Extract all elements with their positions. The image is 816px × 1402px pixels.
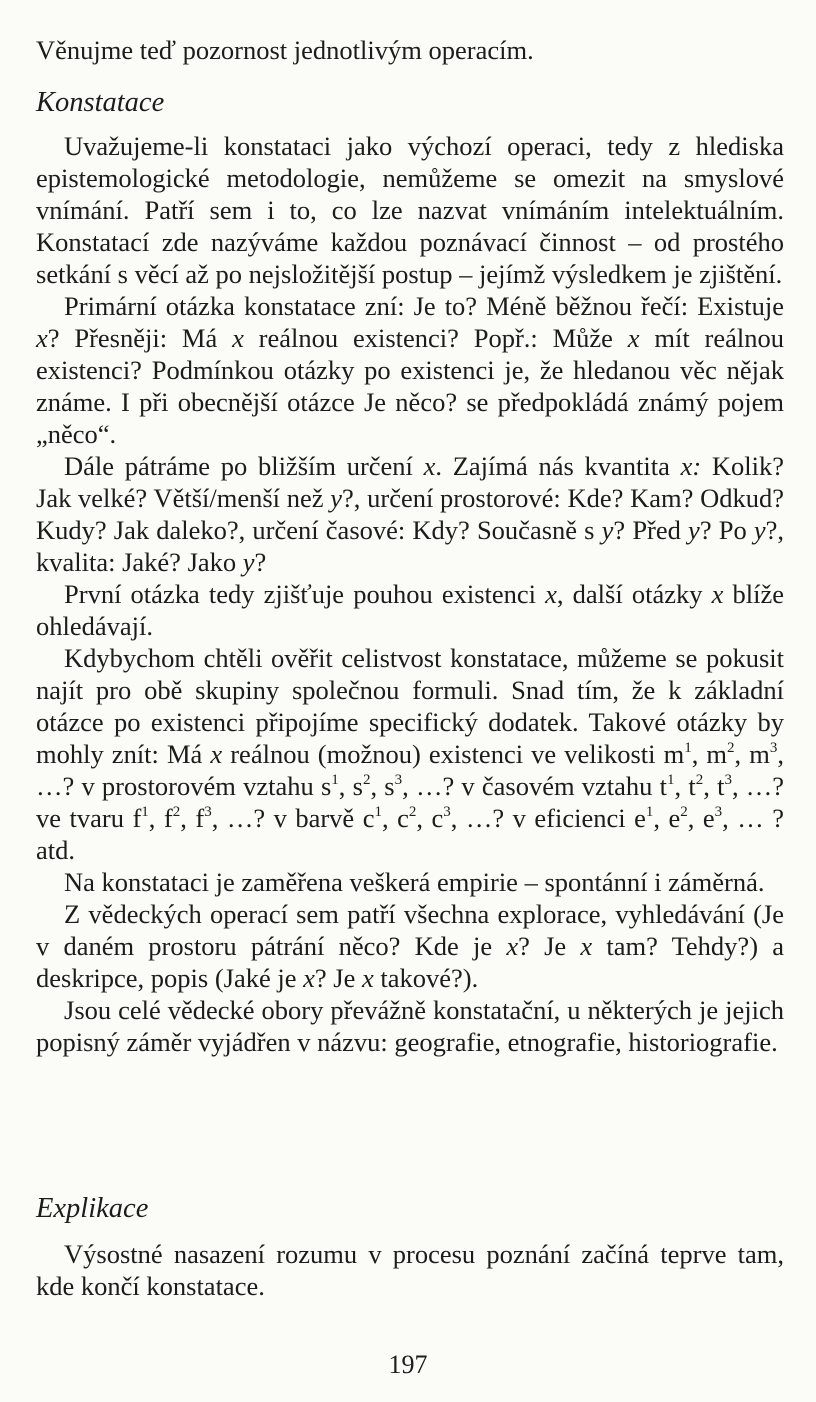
section-heading-konstatace: Konstatace bbox=[36, 87, 165, 118]
paragraph: Na konstataci je zaměřena veškerá empirie – spontánní i záměrná. bbox=[64, 867, 765, 897]
paragraph: Primární otázka konstatace zní: Je to? Méně běžnou řečí: Existuje x? Přesněji: Má x reálnou existenci? Popř.: Může x mít reálnou existenci? Podmínkou otázky po existenci je, že hledanou věc nějak známe. I při obecnější otázce Je něco? se předpokládá známý pojem „něco“. bbox=[36, 291, 784, 449]
intro-sentence: Věnujme teď pozornost jednotlivým operacím. bbox=[36, 35, 534, 65]
paragraph: Kdybychom chtěli ověřit celistvost konstatace, můžeme se pokusit najít pro obě skupiny společnou formuli. Snad tím, že k základní otázce po existenci připojíme specifický dodatek. Takové otázky by mohly znít: Má x reálnou (možnou) existenci ve velikosti $m^1$, $m^2$, $m^3$, …? v prostorovém vztahu $s^1$, $s^2$, $s^3$, …? v časovém vztahu $t^1$, $t^2$, $t^3$, …? ve tvaru $f^1$, $f^2$, $f^3$, …? v barvě $c^1$, $c^2$, $c^3$, …? v eficienci $e^1$, $e^2$, $e^3$, … ? atd. bbox=[36, 643, 785, 865]
section-heading-explikace: Explikace bbox=[36, 1193, 149, 1224]
paragraph: První otázka tedy zjišťuje pouhou existenci x, další otázky x blíže ohledávají. bbox=[36, 579, 785, 641]
paragraph: Dále pátráme po bližším určení x. Zajímá nás kvantita x: Kolik? Jak velké? Větší/menší než y?, určení prostorové: Kde? Kam? Odkud? Kudy? Jak daleko?, určení časové: Kdy? Současně s y? Před y? Po y?, kvalita: Jaké? Jako y? bbox=[36, 451, 785, 577]
section-body-explikace bbox=[36, 1238, 784, 1302]
paragraph: Z vědeckých operací sem patří všechna explorace, vyhledávání (Je v daném prostoru pátrání něco? Kde je x? Je x tam? Tehdy?) a deskripce, popis (Jaké je x? Je x takové?). bbox=[36, 899, 784, 993]
paragraph: Uvažujeme-li konstataci jako výchozí operaci, tedy z hlediska epistemologické metodologie, nemůžeme se omezit na smyslové vnímání. Patří sem i to, co lze nazvat vnímáním intelektuálním. Konstatací zde nazýváme každou poznávací činnost – od prostého setkání s věcí až po nejsložitější postup – jejímž výsledkem je zjištění. bbox=[36, 131, 784, 289]
paragraph: Jsou celé vědecké obory převážně konstatační, u některých je jejich popisný záměr vyjádřen v názvu: geografie, etnografie, historiografie. bbox=[36, 995, 784, 1057]
page-number: 197 bbox=[388, 1350, 428, 1379]
section-body-konstatace bbox=[36, 130, 784, 1058]
paragraph: Výsostné nasazení rozumu v procesu poznání začíná teprve tam, kde končí konstatace. bbox=[36, 1239, 784, 1301]
